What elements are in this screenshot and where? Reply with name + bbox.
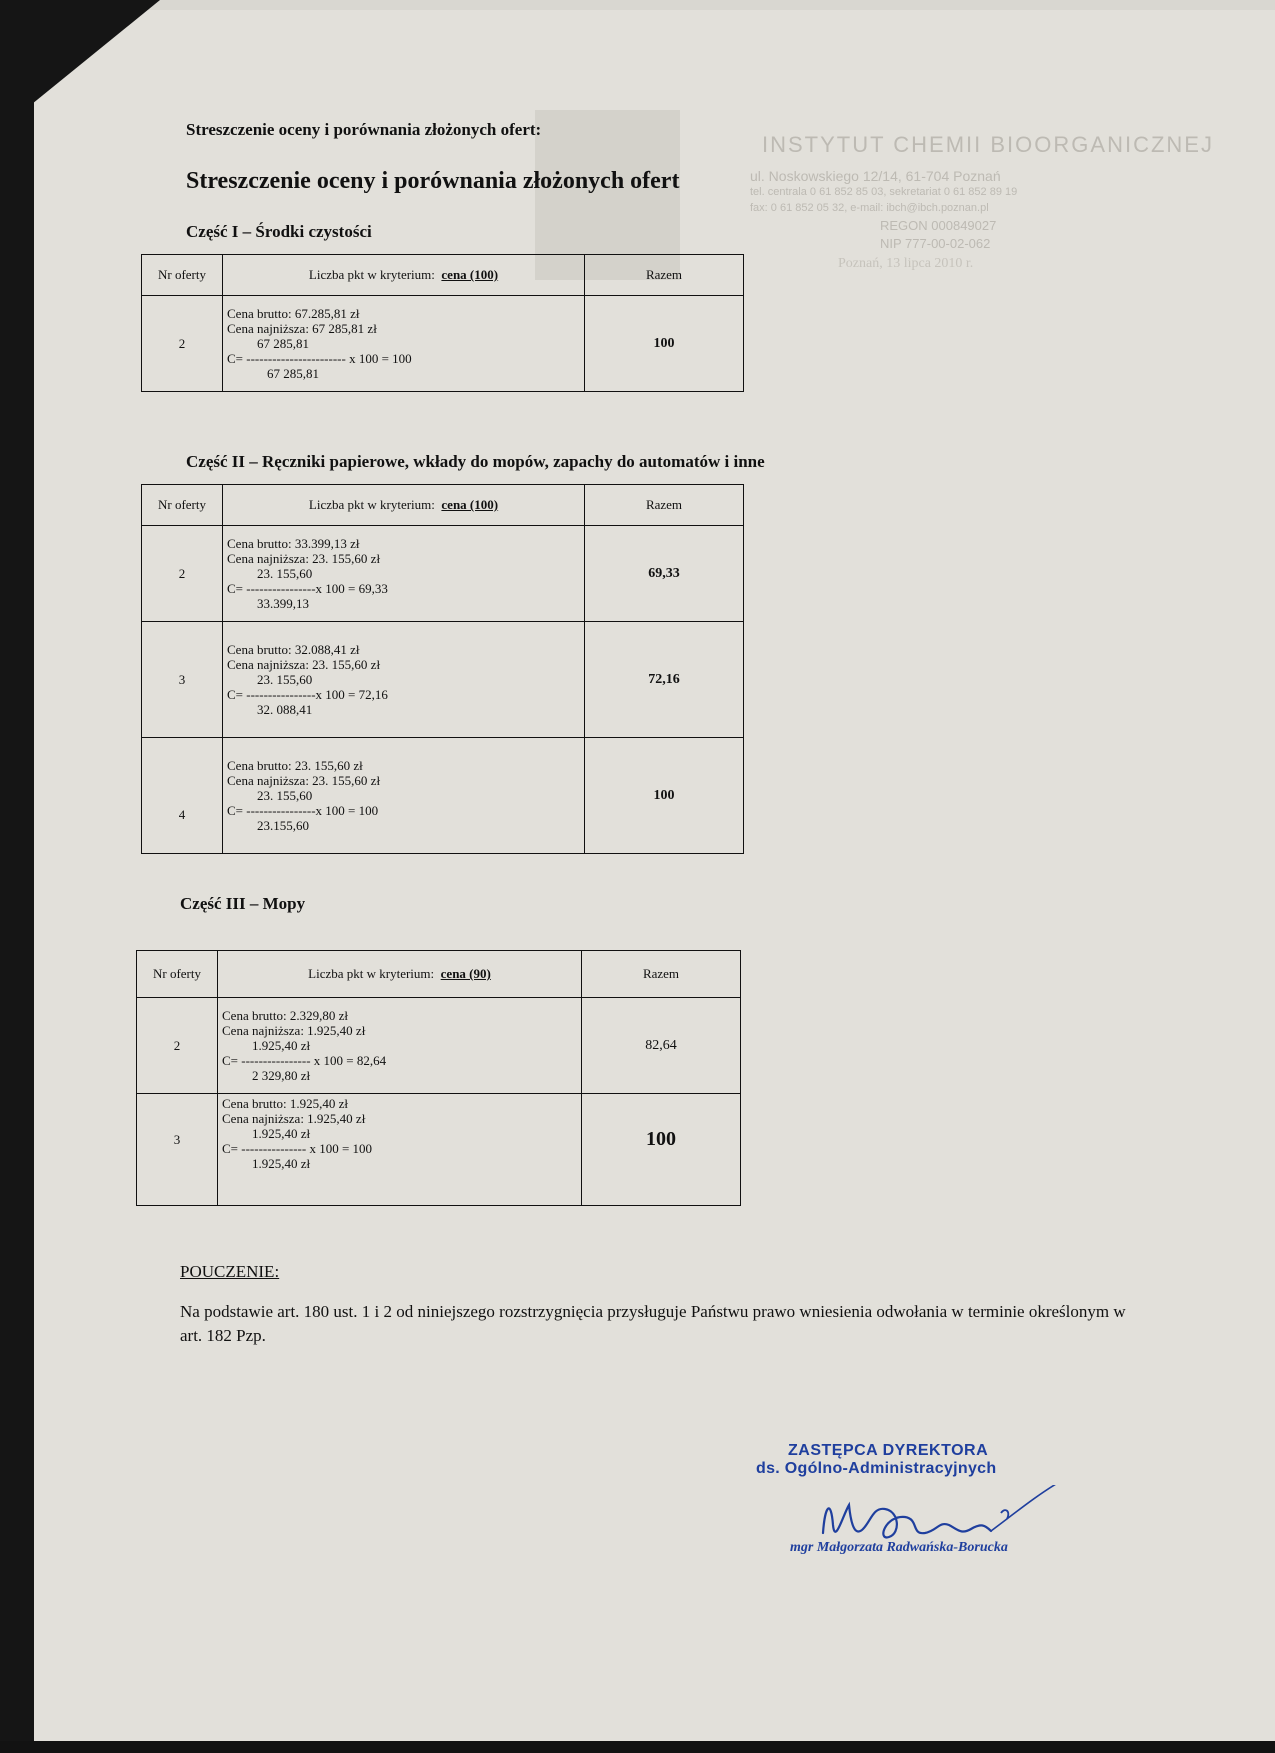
part-1-title: Część I – Środki czystości xyxy=(186,222,372,241)
score-calculation: Cena brutto: 33.399,13 zł Cena najniższa: 23. 155,60 zł 23. 155,60 C= ----------------x 100 = 69,33 33.399,13 xyxy=(223,526,585,622)
header-offer-number: Nr oferty xyxy=(142,485,223,526)
header-total: Razem xyxy=(585,485,744,526)
part-1-table xyxy=(141,254,744,392)
header-total: Razem xyxy=(585,255,744,296)
score-calculation: Cena brutto: 67.285,81 zł Cena najniższa: 67 285,81 zł 67 285,81 C= ----------------------- x 100 = 100 67 285,81 xyxy=(223,296,585,392)
instruction-text: Na podstawie art. 180 ust. 1 i 2 od niniejszego rozstrzygnięcia przysługuje Państwu prawo wniesienia odwołania w terminie określonym w art. 182 Pzp. xyxy=(180,1302,1126,1345)
part-2-title: Część II – Ręczniki papierowe, wkłady do mopów, zapachy do automatów i inne xyxy=(186,452,765,471)
bleed-through-date: Poznań, 13 lipca 2010 r. xyxy=(838,256,974,271)
total-score: 82,64 xyxy=(582,998,741,1094)
criterion-link: cena (100) xyxy=(441,497,499,512)
instruction-title: POUCZENIE: xyxy=(180,1262,280,1281)
table-row xyxy=(142,622,744,738)
score-calculation: Cena brutto: 2.329,80 zł Cena najniższa: 1.925,40 zł 1.925,40 zł C= ---------------- x 100 = 82,64 2 329,80 zł xyxy=(218,998,582,1094)
table-row xyxy=(142,526,744,622)
stamp-subtitle: ds. Ogólno-Administracyjnych xyxy=(756,1460,997,1477)
bleed-through-institute: INSTYTUT CHEMII BIOORGANICZNEJ xyxy=(762,132,1214,157)
criterion-link: cena (90) xyxy=(440,966,491,981)
bleed-through-address2: tel. centrala 0 61 852 85 03, sekretariat 0 61 852 89 19 xyxy=(750,186,1018,198)
offer-number: 2 xyxy=(142,296,223,392)
header-criterion: Liczba pkt w kryterium: cena (100) xyxy=(223,255,585,296)
summary-heading-small: Streszczenie oceny i porównania złożonych ofert: xyxy=(186,120,542,139)
total-score: 100 xyxy=(585,738,744,854)
scan-edge-bottom xyxy=(0,1741,1275,1753)
header-criterion: Liczba pkt w kryterium: cena (100) xyxy=(223,485,585,526)
bleed-through-regon: REGON 000849027 xyxy=(880,218,997,233)
offer-number: 2 xyxy=(142,526,223,622)
part-2-table xyxy=(141,484,744,854)
table-row xyxy=(142,296,744,392)
table-row xyxy=(137,998,741,1094)
stamp-title: ZASTĘPCA DYREKTORA xyxy=(788,1442,989,1459)
score-calculation: Cena brutto: 32.088,41 zł Cena najniższa: 23. 155,60 zł 23. 155,60 C= ----------------x 100 = 72,16 32. 088,41 xyxy=(223,622,585,738)
header-offer-number: Nr oferty xyxy=(142,255,223,296)
total-score: 100 xyxy=(582,1094,741,1206)
table-header-row xyxy=(142,485,744,526)
summary-heading-main: Streszczenie oceny i porównania złożonych ofert xyxy=(186,168,680,194)
bleed-through-nip: NIP 777-00-02-062 xyxy=(880,236,991,251)
table-row xyxy=(137,1094,741,1206)
total-score: 72,16 xyxy=(585,622,744,738)
score-calculation: Cena brutto: 23. 155,60 zł Cena najniższa: 23. 155,60 zł 23. 155,60 C= ----------------x 100 = 100 23.155,60 xyxy=(223,738,585,854)
offer-number: 3 xyxy=(142,622,223,738)
table-row xyxy=(142,738,744,854)
total-score: 69,33 xyxy=(585,526,744,622)
criterion-link: cena (100) xyxy=(441,267,499,282)
table-header-row xyxy=(142,255,744,296)
header-criterion: Liczba pkt w kryterium: cena (90) xyxy=(218,951,582,998)
official-stamp xyxy=(756,1442,996,1478)
table-header-row xyxy=(137,951,741,998)
offer-number: 2 xyxy=(137,998,218,1094)
part-3-table xyxy=(136,950,741,1206)
header-total: Razem xyxy=(582,951,741,998)
offer-number: 3 xyxy=(137,1094,218,1206)
total-score: 100 xyxy=(585,296,744,392)
scan-edge-left xyxy=(0,0,34,1753)
signer-name: mgr Małgorzata Radwańska-Borucka xyxy=(790,1540,1008,1555)
header-offer-number: Nr oferty xyxy=(137,951,218,998)
offer-number: 4 xyxy=(142,738,223,854)
bleed-through-address1: ul. Noskowskiego 12/14, 61-704 Poznań xyxy=(750,168,1001,184)
part-3-title: Część III – Mopy xyxy=(180,894,306,913)
bleed-through-address3: fax: 0 61 852 05 32, e-mail: ibch@ibch.poznan.pl xyxy=(750,202,989,214)
score-calculation: Cena brutto: 1.925,40 zł Cena najniższa: 1.925,40 zł 1.925,40 zł C= --------------- x 100 = 100 1.925,40 zł xyxy=(218,1094,582,1206)
